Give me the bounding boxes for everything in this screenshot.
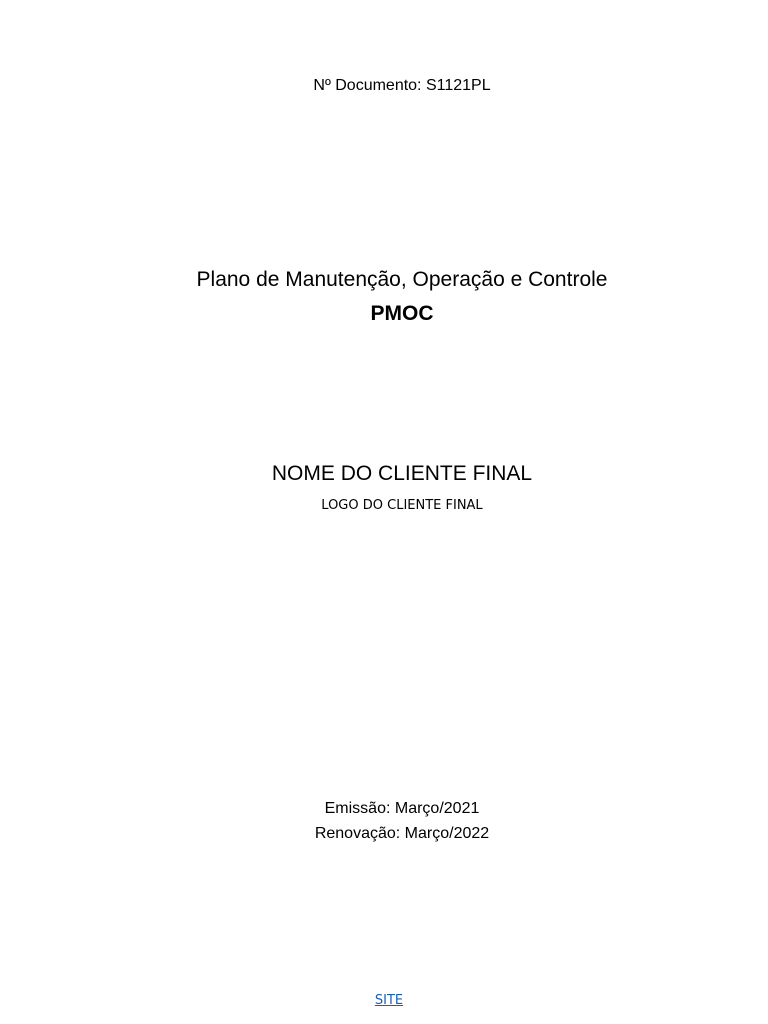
client-name: NOME DO CLIENTE FINAL bbox=[271, 462, 533, 485]
document-title: Plano de Manutenção, Operação e Controle bbox=[196, 268, 608, 291]
document-number: Nº Documento: S1121PL bbox=[313, 77, 491, 94]
document-acronym: PMOC bbox=[370, 302, 434, 325]
renewal-date: Renovação: Março/2022 bbox=[314, 825, 490, 842]
client-logo-placeholder: LOGO DO CLIENTE FINAL bbox=[321, 498, 483, 513]
emission-date: Emissão: Março/2021 bbox=[324, 800, 480, 817]
site-link[interactable]: SITE bbox=[374, 993, 404, 1008]
